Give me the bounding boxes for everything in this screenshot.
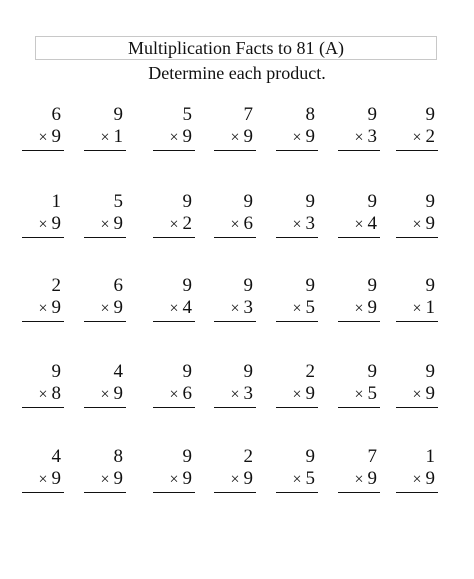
problem-3-4 (214, 275, 256, 322)
times-sign: × (412, 129, 422, 146)
multiplicand: 9 (243, 191, 253, 212)
multiplier-line (84, 213, 126, 238)
problem-3-5 (276, 275, 318, 322)
multiplier-line (22, 297, 64, 322)
multiplier-line (396, 383, 438, 408)
problem-1-6 (338, 104, 380, 151)
multiplier-line (22, 383, 64, 408)
multiplier: 3 (243, 383, 253, 404)
times-sign: × (169, 471, 179, 488)
multiplier-line (22, 213, 64, 238)
problem-2-2 (84, 191, 126, 238)
multiplier: 9 (243, 468, 253, 489)
worksheet-instructions: Determine each product. (148, 63, 326, 83)
problem-5-1 (22, 446, 64, 493)
problem-3-2 (84, 275, 126, 322)
problem-1-2 (84, 104, 126, 151)
problem-5-5 (276, 446, 318, 493)
multiplier: 5 (305, 468, 315, 489)
times-sign: × (292, 129, 302, 146)
multiplier-line (276, 468, 318, 493)
multiplier: 9 (113, 383, 123, 404)
multiplier: 9 (425, 213, 435, 234)
multiplicand: 8 (113, 446, 123, 467)
multiplier: 5 (367, 383, 377, 404)
times-sign: × (292, 471, 302, 488)
multiplier-line (153, 213, 195, 238)
multiplier-line (396, 126, 438, 151)
multiplier-line (214, 126, 256, 151)
multiplier-line (84, 126, 126, 151)
multiplicand: 9 (243, 275, 253, 296)
multiplier: 3 (243, 297, 253, 318)
times-sign: × (354, 471, 364, 488)
problem-4-1 (22, 361, 64, 408)
multiplicand: 2 (243, 446, 253, 467)
multiplicand: 9 (367, 361, 377, 382)
multiplier: 9 (51, 213, 61, 234)
multiplier: 9 (182, 468, 192, 489)
worksheet-title: Multiplication Facts to 81 (A) (128, 38, 344, 58)
multiplicand: 7 (243, 104, 253, 125)
problem-2-1 (22, 191, 64, 238)
times-sign: × (292, 300, 302, 317)
times-sign: × (100, 471, 110, 488)
multiplier: 9 (367, 468, 377, 489)
multiplier: 1 (113, 126, 123, 147)
multiplier: 9 (113, 213, 123, 234)
multiplier: 9 (113, 297, 123, 318)
multiplier-line (338, 213, 380, 238)
multiplicand: 6 (51, 104, 61, 125)
multiplier-line (276, 126, 318, 151)
multiplier-line (214, 468, 256, 493)
times-sign: × (412, 216, 422, 233)
multiplier-line (214, 383, 256, 408)
multiplicand: 9 (367, 104, 377, 125)
times-sign: × (38, 471, 48, 488)
multiplier-line (396, 213, 438, 238)
times-sign: × (169, 300, 179, 317)
times-sign: × (230, 300, 240, 317)
multiplier-line (396, 468, 438, 493)
multiplicand: 1 (425, 446, 435, 467)
multiplier: 6 (182, 383, 192, 404)
multiplicand: 9 (182, 275, 192, 296)
problem-4-2 (84, 361, 126, 408)
multiplicand: 9 (51, 361, 61, 382)
multiplicand: 9 (305, 191, 315, 212)
times-sign: × (230, 471, 240, 488)
multiplier: 9 (305, 383, 315, 404)
multiplicand: 9 (182, 446, 192, 467)
multiplicand: 9 (367, 191, 377, 212)
problem-1-7 (396, 104, 438, 151)
multiplicand: 9 (182, 191, 192, 212)
times-sign: × (100, 129, 110, 146)
times-sign: × (230, 129, 240, 146)
multiplier-line (396, 297, 438, 322)
problem-4-4 (214, 361, 256, 408)
times-sign: × (354, 129, 364, 146)
multiplier: 5 (305, 297, 315, 318)
problem-4-3 (153, 361, 195, 408)
multiplier: 8 (51, 383, 61, 404)
times-sign: × (169, 129, 179, 146)
multiplier: 9 (51, 126, 61, 147)
times-sign: × (354, 216, 364, 233)
multiplicand: 5 (113, 191, 123, 212)
multiplier-line (22, 468, 64, 493)
times-sign: × (100, 216, 110, 233)
multiplier-line (153, 383, 195, 408)
problem-4-5 (276, 361, 318, 408)
multiplier: 1 (425, 297, 435, 318)
times-sign: × (354, 300, 364, 317)
multiplier: 9 (51, 468, 61, 489)
multiplier-line (338, 297, 380, 322)
multiplier: 4 (182, 297, 192, 318)
multiplicand: 2 (51, 275, 61, 296)
problem-2-7 (396, 191, 438, 238)
multiplicand: 9 (113, 104, 123, 125)
times-sign: × (412, 300, 422, 317)
multiplier: 9 (425, 468, 435, 489)
multiplier-line (214, 297, 256, 322)
problem-3-6 (338, 275, 380, 322)
multiplier: 9 (113, 468, 123, 489)
multiplier-line (338, 126, 380, 151)
times-sign: × (100, 386, 110, 403)
multiplicand: 9 (243, 361, 253, 382)
multiplier: 3 (367, 126, 377, 147)
problem-1-1 (22, 104, 64, 151)
times-sign: × (169, 216, 179, 233)
times-sign: × (412, 471, 422, 488)
multiplier: 9 (51, 297, 61, 318)
multiplier: 9 (367, 297, 377, 318)
multiplicand: 4 (51, 446, 61, 467)
multiplicand: 9 (305, 275, 315, 296)
multiplier-line (84, 297, 126, 322)
multiplier: 2 (182, 213, 192, 234)
multiplicand: 9 (367, 275, 377, 296)
times-sign: × (38, 216, 48, 233)
problem-1-3 (153, 104, 195, 151)
multiplier-line (338, 468, 380, 493)
multiplier-line (22, 126, 64, 151)
multiplier: 2 (425, 126, 435, 147)
multiplicand: 9 (425, 275, 435, 296)
multiplier: 3 (305, 213, 315, 234)
multiplicand: 5 (182, 104, 192, 125)
multiplicand: 1 (51, 191, 61, 212)
times-sign: × (38, 386, 48, 403)
multiplicand: 2 (305, 361, 315, 382)
multiplier-line (84, 468, 126, 493)
multiplier-line (153, 297, 195, 322)
problem-2-4 (214, 191, 256, 238)
times-sign: × (292, 216, 302, 233)
problem-5-2 (84, 446, 126, 493)
times-sign: × (169, 386, 179, 403)
multiplier-line (338, 383, 380, 408)
multiplier: 6 (243, 213, 253, 234)
problem-2-5 (276, 191, 318, 238)
multiplicand: 4 (113, 361, 123, 382)
problem-3-3 (153, 275, 195, 322)
multiplicand: 9 (305, 446, 315, 467)
multiplicand: 9 (425, 361, 435, 382)
times-sign: × (292, 386, 302, 403)
multiplier: 4 (367, 213, 377, 234)
times-sign: × (412, 386, 422, 403)
multiplier: 9 (305, 126, 315, 147)
multiplicand: 8 (305, 104, 315, 125)
multiplier-line (214, 213, 256, 238)
problem-2-6 (338, 191, 380, 238)
problem-1-4 (214, 104, 256, 151)
multiplier: 9 (182, 126, 192, 147)
problem-3-7 (396, 275, 438, 322)
multiplicand: 7 (367, 446, 377, 467)
multiplier-line (153, 468, 195, 493)
problem-5-4 (214, 446, 256, 493)
problem-4-6 (338, 361, 380, 408)
multiplier-line (84, 383, 126, 408)
times-sign: × (230, 386, 240, 403)
problem-2-3 (153, 191, 195, 238)
times-sign: × (38, 129, 48, 146)
problem-5-6 (338, 446, 380, 493)
multiplicand: 9 (425, 191, 435, 212)
multiplier: 9 (243, 126, 253, 147)
times-sign: × (230, 216, 240, 233)
problem-4-7 (396, 361, 438, 408)
multiplier-line (153, 126, 195, 151)
times-sign: × (100, 300, 110, 317)
times-sign: × (38, 300, 48, 317)
problem-1-5 (276, 104, 318, 151)
multiplier-line (276, 383, 318, 408)
multiplier-line (276, 213, 318, 238)
problem-3-1 (22, 275, 64, 322)
multiplicand: 9 (182, 361, 192, 382)
multiplicand: 9 (425, 104, 435, 125)
multiplier-line (276, 297, 318, 322)
multiplier: 9 (425, 383, 435, 404)
times-sign: × (354, 386, 364, 403)
problem-5-7 (396, 446, 438, 493)
multiplicand: 6 (113, 275, 123, 296)
problem-5-3 (153, 446, 195, 493)
